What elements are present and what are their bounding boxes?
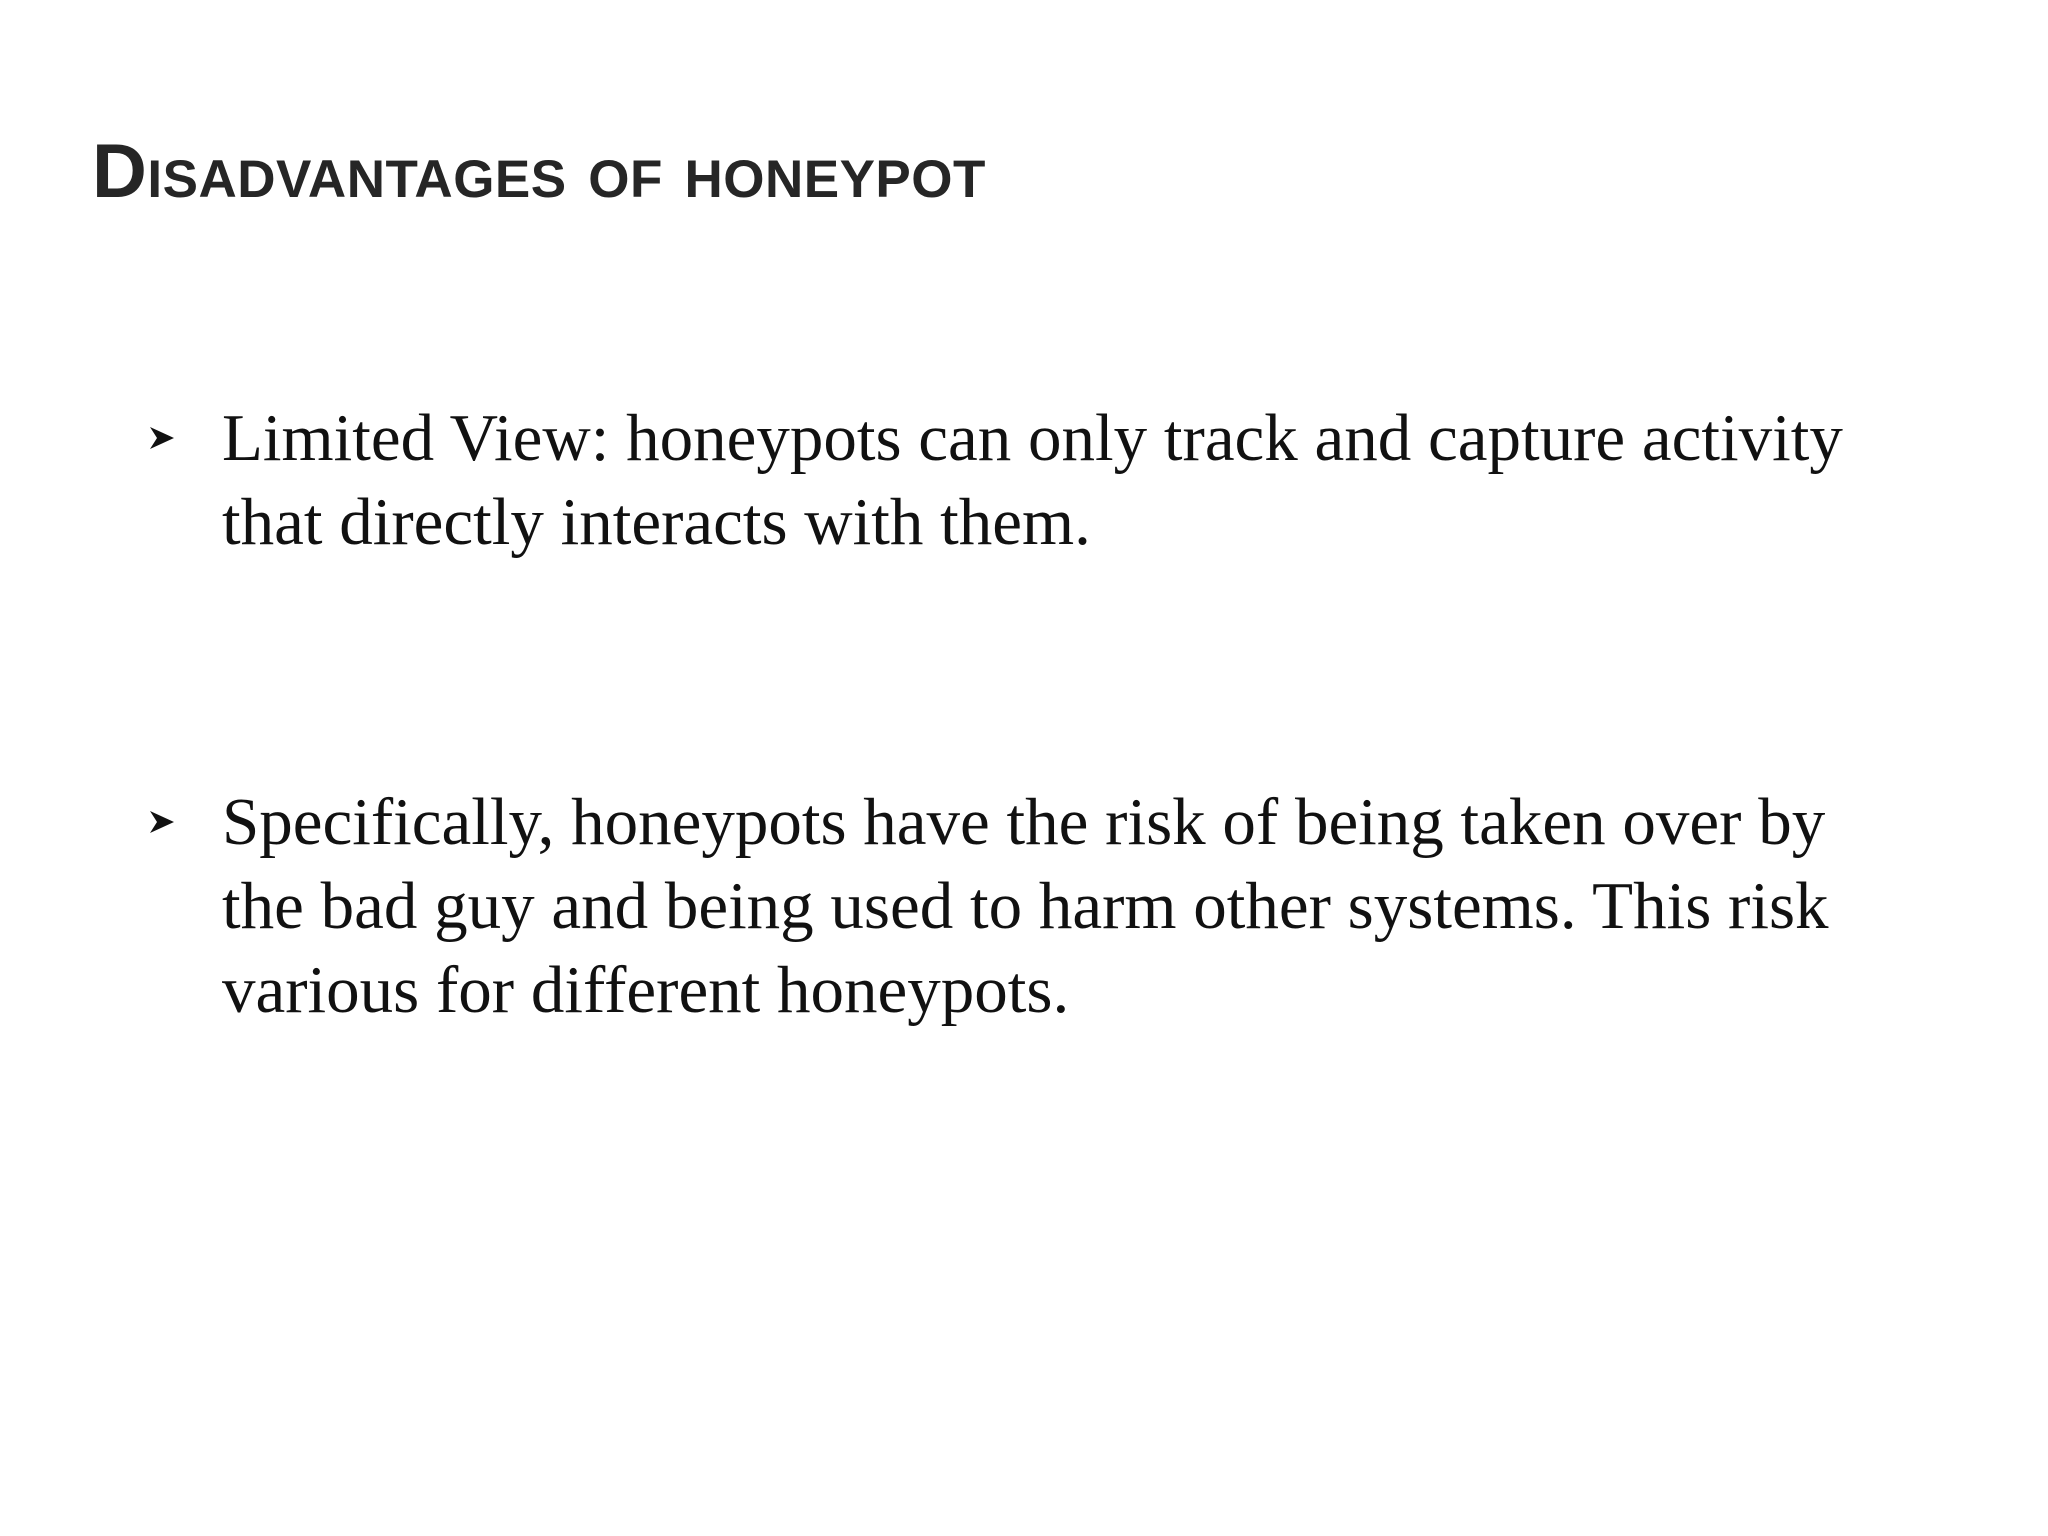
arrowhead-bullet-icon bbox=[144, 780, 180, 864]
bullet-text: Limited View: honeypots can only track and capture activity that directly interacts with them. bbox=[222, 401, 1843, 559]
arrowhead-bullet-icon bbox=[144, 396, 180, 480]
bullet-item-limited-view bbox=[222, 396, 1902, 564]
slide-title: Disadvantages of honeypot bbox=[92, 129, 986, 214]
bullet-item-takeover-risk bbox=[222, 780, 1902, 1032]
bullet-text: Specifically, honeypots have the risk of being taken over by the bad guy and being used to harm other systems. This risk various for different honeypots. bbox=[222, 785, 1829, 1027]
